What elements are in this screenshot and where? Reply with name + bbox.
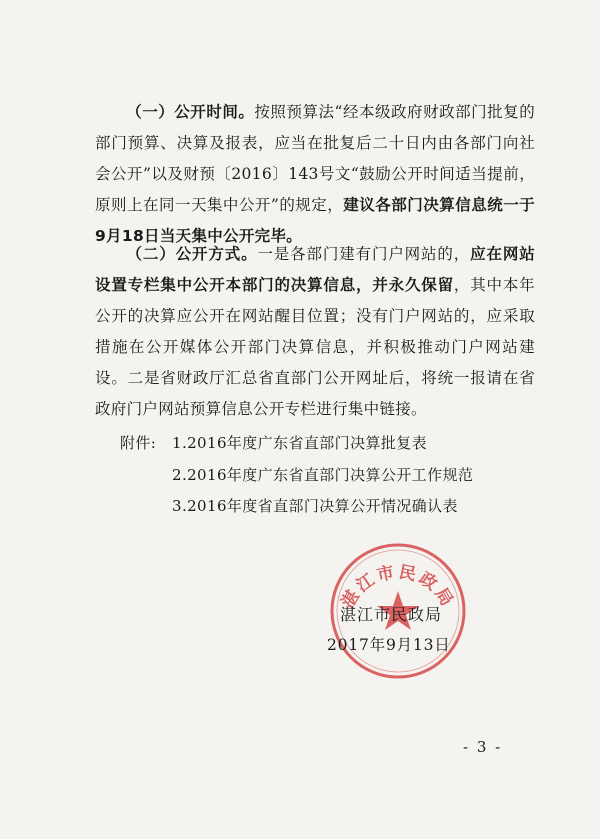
attachment-item-1 (120, 433, 427, 453)
attachment-item-2 (172, 465, 473, 485)
attachment-text: 1.2016年度广东省直部门决算批复表 (172, 434, 428, 452)
section-heading: （一）公开时间。 (126, 103, 255, 121)
section-emphasis: 建议各部门决算信息统一于9月18日当天集中公开完毕。 (95, 196, 535, 245)
section-body-continued: ，其中本年公开的决算应公开在网站醒目位置；没有门户网站的，应采取措施在公开媒体公开部门决算信息，并积极推动门户网站建设。二是省财政厅汇总省直部门公开网址后，将统一报请在省政府门户网站预算信息公开专栏进行集中链接。 (95, 276, 535, 418)
section-body: 一是各部门建有门户网站的， (257, 245, 471, 263)
attachment-text: 2.2016年度广东省直部门决算公开工作规范 (172, 466, 474, 484)
attachments-label: 附件: (120, 434, 157, 452)
seal-text: 湛江市民政局 (337, 562, 459, 613)
section-heading: （二）公开方式。 (126, 245, 258, 263)
page-number: - 3 - (463, 738, 503, 756)
section-publish-method (95, 239, 535, 425)
signing-organization: 湛江市民政局 (340, 605, 443, 624)
attachment-text: 3.2016年度省直部门决算公开情况确认表 (172, 497, 458, 515)
attachment-item-3 (172, 496, 458, 516)
section-emphasis: 应在网站设置专栏集中公开本部门的决算信息，并永久保留 (95, 245, 536, 294)
section-body: 按照预算法“经本级政府财政部门批复的部门预算、决算及报表，应当在批复后二十日内由各部门向社会公开”以及财预〔2016〕143号文“鼓励公开时间适当提前，原则上在同一天集中公开”的规定， (95, 103, 536, 214)
signing-date: 2017年9月13日 (327, 636, 451, 654)
section-publish-time (95, 97, 535, 252)
